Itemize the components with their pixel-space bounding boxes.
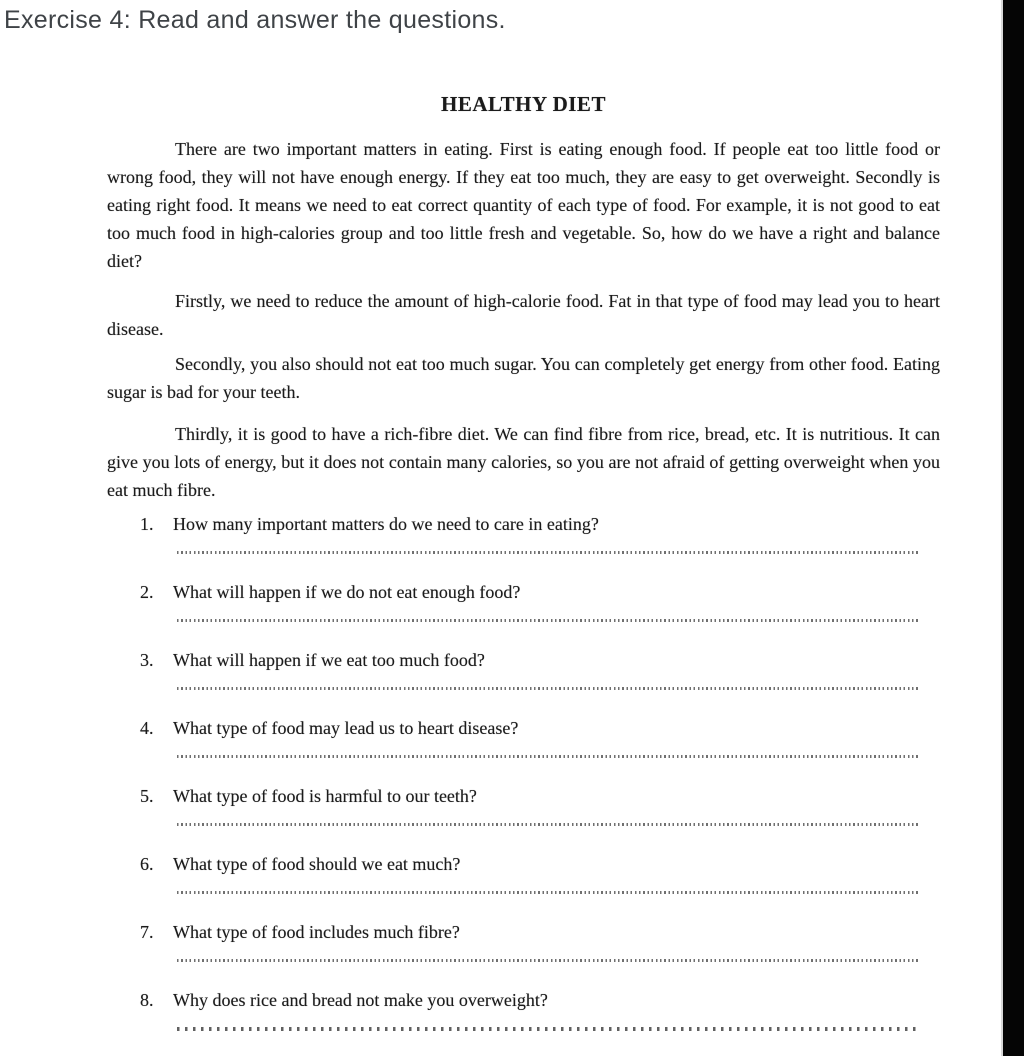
question-list [107, 510, 940, 1031]
question-item-3 [107, 646, 940, 690]
question-item-7 [107, 918, 940, 962]
question-number: 6. [140, 854, 154, 874]
exercise-header: Exercise 4: Read and answer the questions. [4, 6, 506, 34]
question-number: 3. [140, 650, 154, 670]
answer-line [177, 1027, 918, 1031]
answer-line [177, 755, 918, 758]
question-text: How many important matters do we need to care in eating? [173, 514, 599, 534]
question-text: What type of food is harmful to our teeth? [173, 786, 477, 806]
answer-line [177, 551, 918, 554]
question-number: 5. [140, 786, 154, 806]
question-text: Why does rice and bread not make you overweight? [173, 990, 548, 1010]
answer-line [177, 619, 918, 622]
question-text: What type of food includes much fibre? [173, 922, 460, 942]
answer-line [177, 959, 918, 962]
passage-paragraph: Thirdly, it is good to have a rich-fibre diet. We can find fibre from rice, bread, etc. It is nutritious. It can give you lots of energy, but it does not contain many calories, so you are not afraid of getting overweight when you eat much fibre. [107, 424, 940, 500]
question-item-1 [107, 510, 940, 554]
answer-line [177, 687, 918, 690]
question-number: 8. [140, 990, 154, 1010]
question-text: What will happen if we do not eat enough food? [173, 582, 521, 602]
question-item-5 [107, 782, 940, 826]
question-item-2 [107, 578, 940, 622]
question-text: What type of food should we eat much? [173, 854, 461, 874]
passage-paragraph: Firstly, we need to reduce the amount of high-calorie food. Fat in that type of food may lead you to heart disease. [107, 291, 940, 339]
answer-line [177, 891, 918, 894]
question-number: 7. [140, 922, 154, 942]
worksheet-page [107, 0, 940, 1031]
question-number: 2. [140, 582, 154, 602]
question-text: What will happen if we eat too much food? [173, 650, 485, 670]
question-item-8 [107, 986, 940, 1031]
passage-paragraph: There are two important matters in eating. First is eating enough food. If people eat too little food or wrong food, they will not have enough energy. If they eat too much, they are easy to get overweight. Secondly is eating right food. It means we need to eat correct quantity of each type of food. For example, it is not good to eat too much food in high-calories group and too little fresh and vegetable. So, how do we have a right and balance diet? [107, 139, 940, 271]
question-number: 4. [140, 718, 154, 738]
right-black-bar [1001, 0, 1024, 1056]
answer-line [177, 823, 918, 826]
passage-title: HEALTHY DIET [441, 92, 606, 116]
question-item-4 [107, 714, 940, 758]
question-number: 1. [140, 514, 154, 534]
passage-paragraph: Secondly, you also should not eat too much sugar. You can completely get energy from other food. Eating sugar is bad for your teeth. [107, 354, 940, 402]
question-item-6 [107, 850, 940, 894]
question-text: What type of food may lead us to heart disease? [173, 718, 519, 738]
